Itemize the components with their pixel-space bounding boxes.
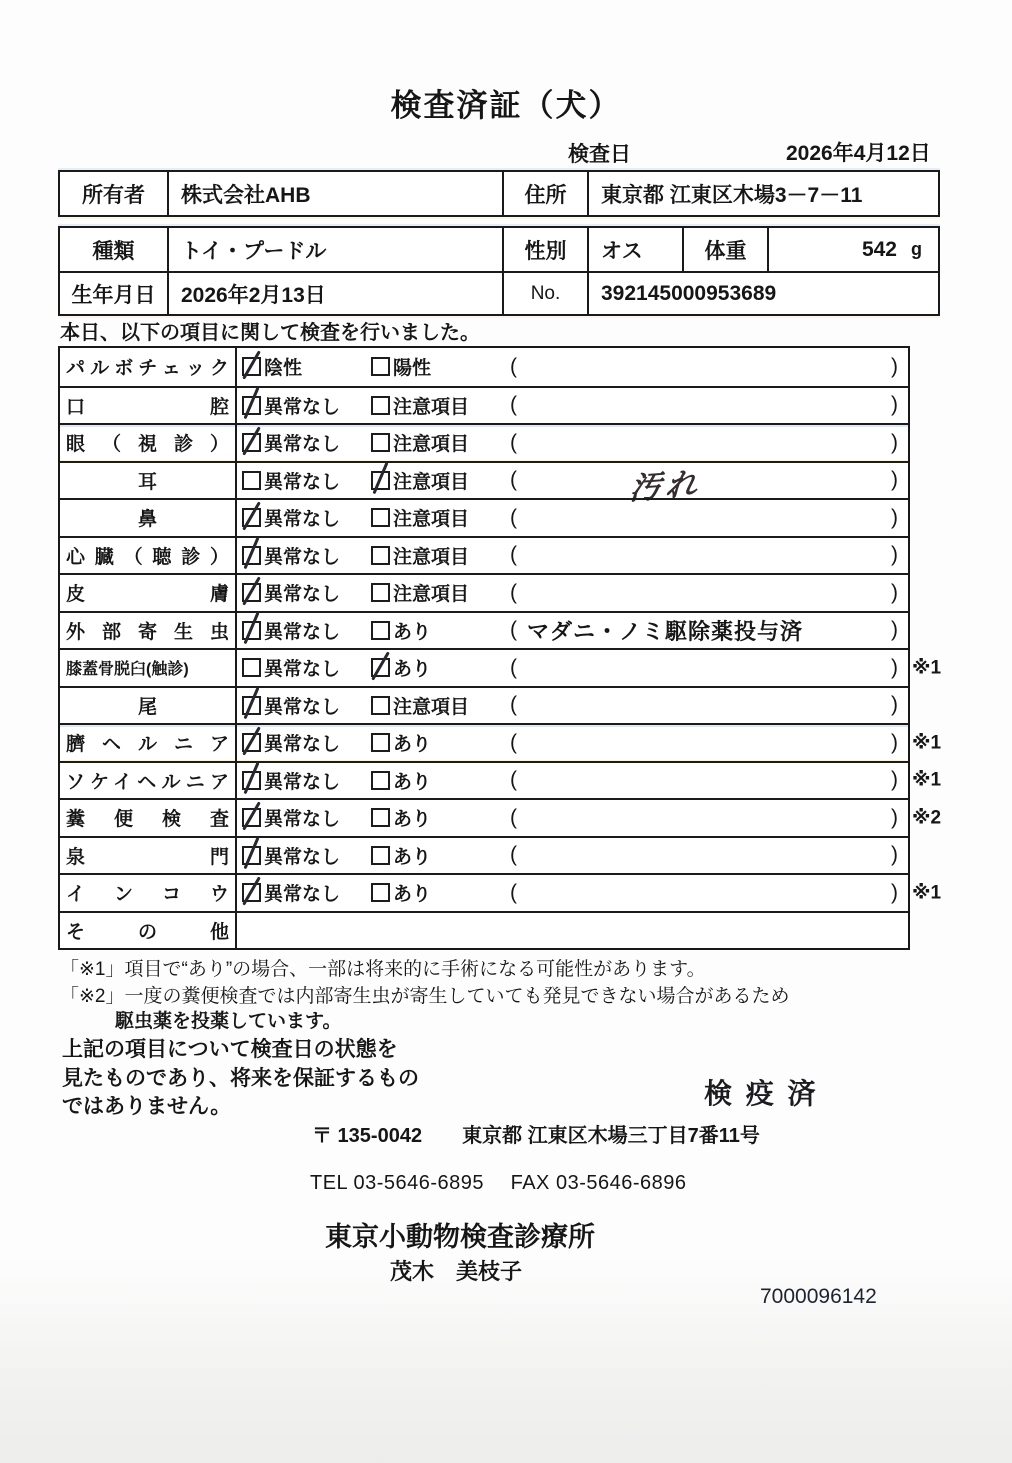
option2-label: あり [393, 659, 432, 681]
option2-label: 注意項目 [393, 509, 470, 531]
checkmark-icon [242, 727, 261, 756]
checkbox-option1[interactable] [242, 396, 261, 415]
checkbox-option1[interactable] [242, 508, 261, 527]
footnote-ref: ※1 [912, 657, 942, 679]
option2 [371, 617, 510, 644]
checkbox-option1[interactable] [242, 583, 261, 602]
breed-sex-weight-row [60, 228, 938, 271]
checkmark-icon [243, 687, 259, 719]
clinic-tel-fax: TEL 03-5646-6895 FAX 03-5646-6896 [310, 1172, 687, 1194]
checkmark-icon [242, 577, 261, 606]
option1-label: 異常なし [264, 546, 341, 568]
checkbox-option2[interactable] [371, 883, 390, 902]
footnote-ref: ※1 [912, 732, 942, 754]
paren-close: ) [891, 618, 898, 642]
item-label-cell [60, 875, 237, 911]
birth-label: 生年月日 [71, 283, 156, 307]
row-content [237, 875, 908, 911]
checkmark-icon [242, 351, 261, 380]
option2 [371, 392, 510, 419]
owner-table [58, 170, 940, 217]
checkbox-option2[interactable] [371, 621, 390, 640]
paren-open: ( [510, 880, 517, 904]
paren-open: ( [510, 354, 517, 378]
option1-label: 異常なし [264, 471, 341, 493]
note-text: 汚れ [628, 465, 704, 507]
option1 [242, 467, 371, 494]
owner-value: 株式会社AHB [167, 172, 502, 215]
paren-open: ( [510, 768, 517, 792]
item-label-cell [60, 838, 237, 874]
item-label-cell [60, 763, 237, 799]
option2-label: 注意項目 [393, 471, 470, 493]
inspection-row [60, 836, 908, 874]
birth-no-row [60, 271, 938, 314]
disclaimer-line2: 見たものであり、将来を保証するもの [62, 1066, 419, 1090]
item-label-cell [60, 538, 237, 574]
item-label-cell [60, 725, 237, 761]
row-content [237, 650, 908, 686]
item-label: 心臓（聴診） [66, 546, 229, 568]
checkmark-icon [242, 877, 261, 906]
checkbox-option1[interactable] [242, 846, 261, 865]
pet-info-table [58, 226, 940, 316]
row-content [237, 388, 908, 424]
checkbox-option2[interactable] [371, 733, 390, 752]
paren-close: ) [891, 468, 898, 492]
paren-close: ) [891, 505, 898, 529]
inspection-row [60, 798, 942, 836]
checkbox-option1[interactable] [242, 658, 261, 677]
note-area [517, 458, 891, 507]
paren-open: ( [510, 730, 517, 754]
option1-label: 異常なし [264, 621, 341, 643]
paren-open: ( [510, 505, 517, 529]
option2-label: あり [393, 846, 432, 868]
clinic-name: 東京小動物検査診療所 [325, 1222, 595, 1252]
item-label: 臍ヘルニア [66, 734, 229, 756]
option2-label: あり [393, 621, 432, 643]
item-label: 外部寄生虫 [66, 621, 229, 643]
exam-date-value: 2026年4月12日 [786, 142, 931, 165]
option1-label: 異常なし [264, 734, 341, 756]
option1-label: 異常なし [264, 884, 341, 906]
option1-label: 異常なし [264, 771, 341, 793]
option2 [371, 842, 510, 869]
intro-text: 本日、以下の項目に関して検査を行いました。 [60, 322, 480, 344]
paren-open: ( [510, 655, 517, 679]
item-label: 尾 [137, 696, 157, 718]
row-content [237, 348, 908, 386]
item-label: ソケイヘルニア [66, 771, 229, 793]
option1 [242, 579, 371, 606]
checkmark-icon [243, 837, 259, 869]
item-label: 糞便検査 [66, 809, 229, 831]
checkbox-option2[interactable] [371, 433, 390, 452]
footnote-2-line2: 駆虫薬を投薬しています。 [115, 1011, 342, 1032]
item-label-cell [60, 425, 237, 461]
paren-close: ) [891, 730, 898, 754]
paren-close: ) [891, 693, 898, 717]
option2 [371, 879, 510, 906]
address-label: 住所 [502, 172, 587, 215]
footnote-1: 「※1」項目で“あり”の場合、一部は将来的に手術になる可能性があります。 [60, 959, 706, 980]
row-content [237, 500, 908, 536]
checkbox-option2[interactable] [371, 696, 390, 715]
checkmark-icon [243, 537, 259, 569]
item-label: 眼（視診） [66, 434, 229, 456]
checkbox-option2[interactable] [371, 471, 390, 490]
checkbox-option2[interactable] [371, 396, 390, 415]
birth-value: 2026年2月13日 [167, 273, 502, 314]
item-label-cell [60, 463, 237, 499]
paren-close: ) [891, 430, 898, 454]
row-content [237, 463, 908, 507]
option1 [242, 617, 371, 644]
footnote-ref: ※2 [912, 807, 942, 829]
option2-label: あり [393, 734, 432, 756]
inspection-row [60, 386, 908, 424]
row-content [237, 725, 908, 761]
weight-unit: g [911, 239, 922, 259]
option1 [242, 654, 371, 681]
item-label: 膝蓋骨脱臼(触診) [66, 661, 189, 679]
option1 [242, 504, 371, 531]
item-label-cell [60, 650, 237, 686]
checkbox-option1[interactable] [242, 357, 261, 376]
checkbox-option1[interactable] [242, 471, 261, 490]
footnote-2-line1: 「※2」一度の糞便検査では内部寄生虫が寄生していても発見できない場合があるため [60, 986, 790, 1007]
checkbox-option2[interactable] [371, 808, 390, 827]
option2-label: 注意項目 [393, 546, 470, 568]
paren-open: ( [510, 843, 517, 867]
address-value: 東京都 江東区木場3－7－11 [587, 172, 938, 215]
option1 [242, 729, 371, 756]
checkbox-option1[interactable] [242, 733, 261, 752]
option2 [371, 692, 510, 719]
item-label-cell [60, 575, 237, 611]
checkbox-option2[interactable] [371, 771, 390, 790]
checkmark-icon [243, 387, 259, 419]
checkbox-option1[interactable] [242, 771, 261, 790]
quarantine-stamp: 検 疫 済 [704, 1078, 819, 1109]
item-label-cell [60, 348, 237, 386]
checkmark-icon [242, 427, 261, 456]
checkmark-icon [242, 802, 261, 831]
checkbox-option1[interactable] [242, 696, 261, 715]
note-text: マダニ・ノミ駆除薬投与済 [527, 618, 804, 644]
paren-open: ( [510, 693, 517, 717]
checkbox-option2[interactable] [371, 658, 390, 677]
option1 [242, 879, 371, 906]
option2 [371, 467, 510, 494]
paren-close: ) [891, 655, 898, 679]
option1-label: 異常なし [264, 659, 341, 681]
item-label: 鼻 [137, 509, 157, 531]
item-label: 泉門 [66, 846, 229, 868]
clinic-postal-address: 〒 135-0042 東京都 江東区木場三丁目7番11号 [312, 1125, 760, 1147]
inspection-row [60, 723, 942, 761]
paren-open: ( [510, 468, 517, 492]
option2 [371, 504, 510, 531]
checkmark-icon [243, 612, 259, 644]
item-label: インコウ [66, 884, 229, 906]
option2-label: あり [393, 809, 432, 831]
weight-cell [767, 228, 938, 271]
option2 [371, 654, 510, 681]
checkbox-option2[interactable] [371, 846, 390, 865]
disclaimer [62, 1036, 419, 1122]
option2 [371, 767, 510, 794]
item-label-cell [60, 613, 237, 649]
paren-open: ( [510, 393, 517, 417]
option1 [242, 429, 371, 456]
checkbox-option2[interactable] [371, 583, 390, 602]
item-label-cell [60, 500, 237, 536]
checkbox-option1[interactable] [242, 883, 261, 902]
row-content [237, 688, 908, 724]
option2 [371, 353, 510, 380]
checkbox-option2[interactable] [371, 357, 390, 376]
item-label: パルボチェック [66, 358, 229, 380]
item-label: 耳 [137, 471, 157, 493]
option2 [371, 542, 510, 569]
checkmark-icon [243, 762, 259, 794]
checkbox-option1[interactable] [242, 621, 261, 640]
paren-open: ( [510, 618, 517, 642]
row-content [237, 763, 908, 799]
option1 [242, 392, 371, 419]
inspection-row [60, 873, 942, 911]
paren-close: ) [891, 543, 898, 567]
owner-row [60, 172, 938, 215]
inspection-row [60, 536, 908, 574]
option1 [242, 542, 371, 569]
row-content [237, 800, 908, 836]
option2-label: 注意項目 [393, 396, 470, 418]
item-label: 口腔 [66, 396, 229, 418]
item-label-cell [60, 388, 237, 424]
option2-label: 注意項目 [393, 696, 470, 718]
checkbox-option1[interactable] [242, 433, 261, 452]
inspection-row [60, 461, 908, 507]
inspection-row [60, 423, 908, 461]
row-content [237, 425, 908, 461]
disclaimer-line1: 上記の項目について検査日の状態を [62, 1038, 398, 1061]
paren-open: ( [510, 580, 517, 604]
inspection-row [60, 498, 908, 536]
paren-close: ) [891, 843, 898, 867]
no-label: No. [502, 273, 587, 314]
sex-value: オス [587, 228, 682, 271]
option1 [242, 767, 371, 794]
option2 [371, 804, 510, 831]
item-label: その他 [66, 921, 229, 943]
paren-close: ) [891, 354, 898, 378]
inspection-row [60, 761, 942, 799]
owner-label: 所有者 [82, 183, 145, 207]
serial-number: 7000096142 [760, 1285, 877, 1308]
item-label-cell [60, 688, 237, 724]
veterinarian-name: 茂木 美枝子 [390, 1259, 523, 1284]
paren-close: ) [891, 580, 898, 604]
note-area [517, 615, 891, 646]
item-label-cell [60, 913, 237, 949]
checkbox-option2[interactable] [371, 546, 390, 565]
footnote-ref: ※1 [912, 882, 942, 904]
no-value: 392145000953689 [587, 273, 938, 314]
option2-label: 陽性 [393, 358, 432, 380]
option2-label: 注意項目 [393, 584, 470, 606]
option2 [371, 429, 510, 456]
inspection-row [60, 348, 908, 386]
breed-label: 種類 [92, 239, 135, 263]
option2 [371, 729, 510, 756]
option2-label: あり [393, 771, 432, 793]
inspection-row [60, 686, 908, 724]
option1-label: 陰性 [264, 358, 303, 380]
footnote-ref: ※1 [912, 769, 942, 791]
paren-close: ) [891, 880, 898, 904]
option1-label: 異常なし [264, 846, 341, 868]
disclaimer-line3: ではありません。 [62, 1095, 232, 1118]
paren-open: ( [510, 805, 517, 829]
paren-close: ) [891, 805, 898, 829]
checkbox-option1[interactable] [242, 808, 261, 827]
inspection-table [58, 346, 942, 950]
row-content [237, 575, 908, 611]
option1 [242, 804, 371, 831]
paren-close: ) [891, 393, 898, 417]
sex-label: 性別 [502, 228, 587, 271]
paren-open: ( [510, 543, 517, 567]
exam-date-label: 検査日 [568, 143, 631, 166]
option2 [371, 579, 510, 606]
weight-label: 体重 [682, 228, 767, 271]
option1-label: 異常なし [264, 584, 341, 606]
weight-value: 542 [861, 237, 897, 261]
inspection-row [60, 573, 908, 611]
option1-label: 異常なし [264, 396, 341, 418]
row-content [237, 613, 908, 649]
item-label-cell [60, 800, 237, 836]
paren-open: ( [510, 430, 517, 454]
row-content [237, 913, 908, 949]
option1-label: 異常なし [264, 809, 341, 831]
checkbox-option2[interactable] [371, 508, 390, 527]
option1-label: 異常なし [264, 696, 341, 718]
row-content [237, 838, 908, 874]
option2-label: あり [393, 884, 432, 906]
option1 [242, 842, 371, 869]
inspection-row [60, 911, 908, 949]
row-content [237, 538, 908, 574]
page-title: 検査済証（犬） [390, 88, 622, 123]
option1-label: 異常なし [264, 509, 341, 531]
inspection-row [60, 611, 908, 649]
option2-label: 注意項目 [393, 434, 470, 456]
checkmark-icon [242, 502, 261, 531]
checkbox-option1[interactable] [242, 546, 261, 565]
option1-label: 異常なし [264, 434, 341, 456]
inspection-row [60, 648, 942, 686]
checkmark-icon [371, 652, 390, 681]
option1 [242, 353, 371, 380]
checkmark-icon [372, 462, 388, 494]
item-label: 皮膚 [66, 584, 229, 606]
option1 [242, 692, 371, 719]
paren-close: ) [891, 768, 898, 792]
breed-value: トイ・プードル [167, 228, 502, 271]
